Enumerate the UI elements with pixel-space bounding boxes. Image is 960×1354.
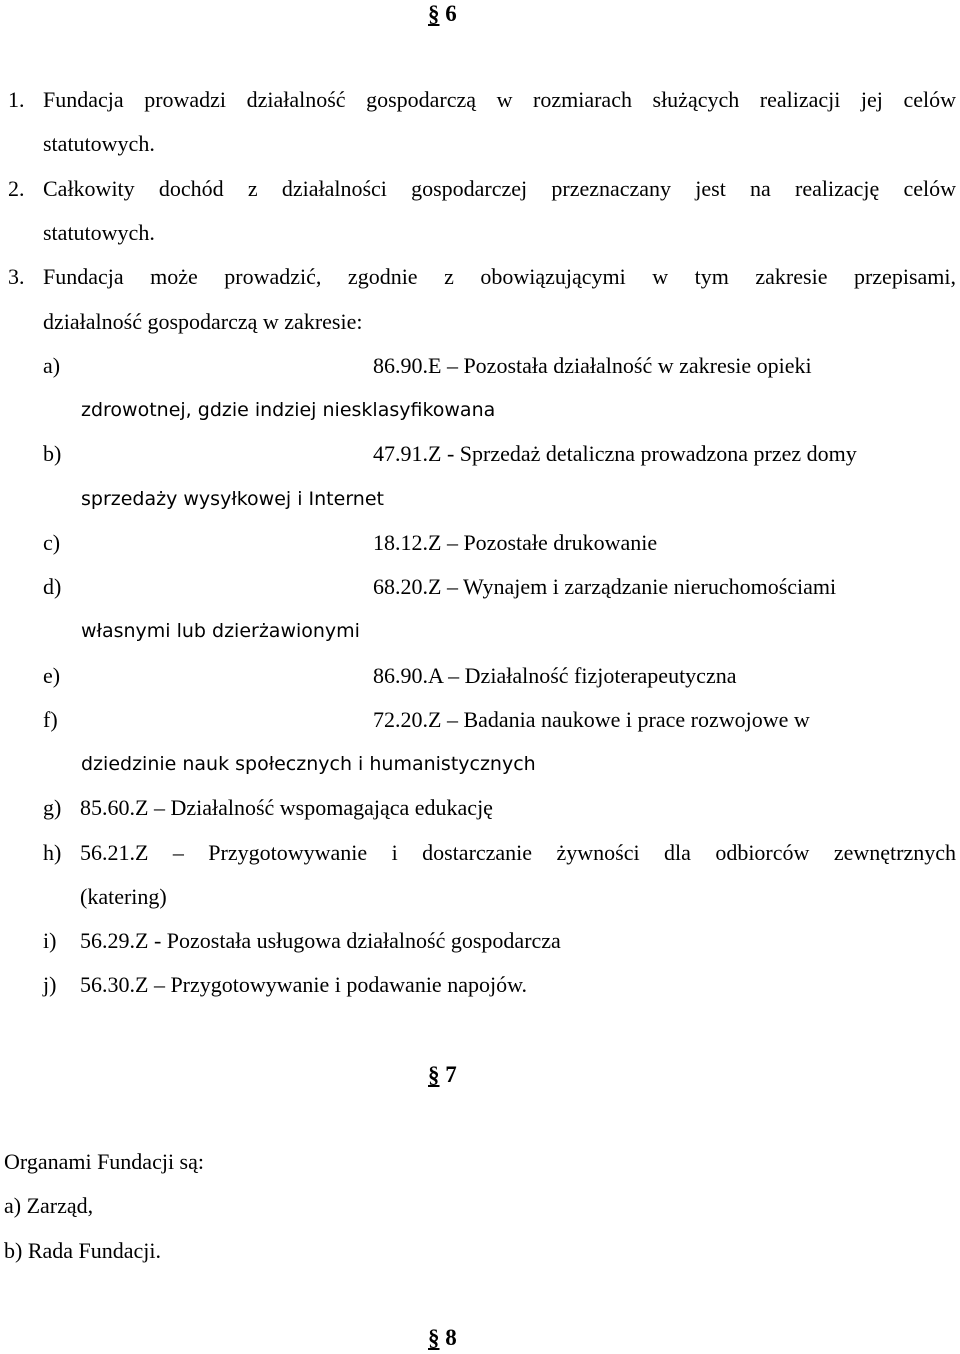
point-text: Całkowity dochód z działalności gospodarczej przeznaczany jest na realizację celów [43, 176, 956, 201]
section-mark: § [428, 1, 440, 26]
point-text-cont: działalność gospodarczą w zakresie: [43, 309, 363, 334]
activity-label: e) [43, 663, 61, 688]
section-mark: § [428, 1325, 440, 1350]
organs-intro: Organami Fundacji są: [4, 1149, 204, 1174]
activity-code-text: 47.91.Z - Sprzedaż detaliczna prowadzona przez domy [373, 441, 857, 466]
activity-text-cont: (katering) [80, 884, 167, 909]
activity-text-cont: sprzedaży wysyłkowej i Internet [81, 488, 384, 510]
activity-code-text: 68.20.Z – Wynajem i zarządzanie nieruchomościami [373, 574, 837, 599]
point-text-cont: statutowych. [43, 131, 155, 156]
activity-code-text: 56.29.Z - Pozostała usługowa działalność gospodarcza [80, 928, 561, 953]
point-number: 1. [8, 87, 25, 112]
section-number: 6 [445, 1, 457, 26]
activity-code-text: 72.20.Z – Badania naukowe i prace rozwojowe w [373, 707, 810, 732]
section-mark: § [428, 1062, 440, 1087]
section-heading-7 [428, 1061, 457, 1089]
activity-code-text: 56.30.Z – Przygotowywanie i podawanie napojów. [80, 972, 528, 997]
activity-label: i) [43, 928, 57, 953]
section-number: 8 [445, 1325, 457, 1350]
organs-item: a) Zarząd, [4, 1193, 94, 1218]
activity-code-text: 85.60.Z – Działalność wspomagająca edukację [80, 795, 493, 820]
activity-label: j) [43, 972, 57, 997]
activity-text-cont: własnymi lub dzierżawionymi [81, 620, 360, 642]
activity-label: f) [43, 707, 58, 732]
point-number: 2. [8, 176, 25, 201]
activity-label: d) [43, 574, 62, 599]
point-number: 3. [8, 264, 25, 289]
section-number: 7 [445, 1062, 457, 1087]
activity-label: c) [43, 530, 61, 555]
section-heading-8 [428, 1324, 457, 1352]
organs-item: b) Rada Fundacji. [4, 1238, 162, 1263]
section-heading-6 [428, 0, 457, 28]
activity-label: b) [43, 441, 62, 466]
activity-code-text: 56.21.Z – Przygotowywanie i dostarczanie żywności dla odbiorców zewnętrznych [80, 840, 956, 865]
activity-label: g) [43, 795, 62, 820]
point-text: Fundacja prowadzi działalność gospodarczą w rozmiarach służących realizacji jej celów [43, 87, 956, 112]
activity-label: a) [43, 353, 61, 378]
activity-code-text: 86.90.E – Pozostała działalność w zakresie opieki [373, 353, 812, 378]
activity-text-cont: dziedzinie nauk społecznych i humanistycznych [81, 753, 536, 775]
activity-code-text: 86.90.A – Działalność fizjoterapeutyczna [373, 663, 737, 688]
point-text-cont: statutowych. [43, 220, 155, 245]
activity-code-text: 18.12.Z – Pozostałe drukowanie [373, 530, 658, 555]
point-text: Fundacja może prowadzić, zgodnie z obowiązującymi w tym zakresie przepisami, [43, 264, 956, 289]
activity-text-cont: zdrowotnej, gdzie indziej niesklasyfikowana [81, 399, 496, 421]
activity-label: h) [43, 840, 62, 865]
